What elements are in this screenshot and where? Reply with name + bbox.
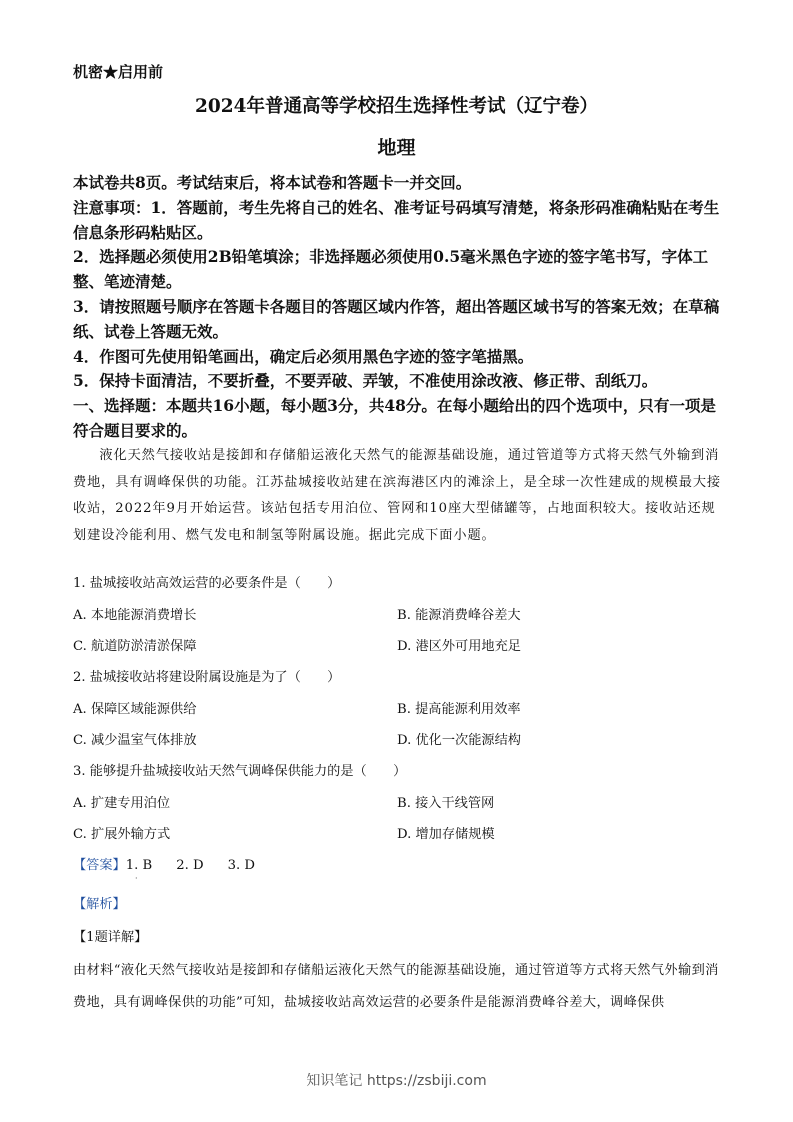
detail-label: 【1题详解】 [73, 930, 148, 945]
analysis-label: 【解析】 [73, 897, 126, 912]
question-option: C. 扩展外输方式 [73, 827, 171, 842]
notice-line: 4．作图可先使用铅笔画出，确定后必须用黑色字迹的签字笔描黑。 [73, 346, 534, 366]
notice-line: 注意事项：1．答题前，考生先将自己的姓名、准考证号码填写清楚，将条形码准确粘贴在考生信息条形码粘贴区。 [73, 197, 720, 242]
question-option: A. 扩建专用泊位 [73, 796, 171, 811]
notice-line: 本试卷共8页。考试结束后，将本试卷和答题卡一并交回。 [73, 173, 472, 192]
question-option: D. 增加存储规模 [397, 827, 495, 842]
reading-passage: 液化天然气接收站是接卸和存储船运液化天然气的能源基础设施，通过管道等方式将天然气外输到消费地，具有调峰保供的功能。江苏盐城接收站建在滨海港区内的滩涂上，是全球一次性建成的规模最大接收站，2022年9月开始运营。该站包括专用泊位、管网和10座大型储罐等，占地面积较大。接收站还规划建设冷能利用、燃气发电和制氢等附属设施。据此完成下面小题。 [73, 448, 722, 544]
question-option: B. 提高能源利用效率 [397, 702, 521, 717]
exam-notice [73, 171, 723, 444]
subject-title: 地理 [377, 137, 416, 159]
analysis-text: 由材料“液化天然气接收站是接卸和存储船运液化天然气的能源基础设施，通过管道等方式将天然气外输到消费地，具有调峰保供的功能”可知，盐城接收站高效运营的必要条件是能源消费峰谷差大，调峰保供 [73, 963, 719, 1010]
answer-label: 【答案】 [73, 858, 126, 873]
notice-line: 3．请按照题号顺序在答题卡各题目的答题区域内作答，超出答题区域书写的答案无效；在草稿纸、试卷上答题无效。 [73, 296, 720, 341]
question-stem: 3. 能够提升盐城接收站天然气调峰保供能力的是（ ） [73, 764, 407, 779]
footer-watermark: 知识笔记 https://zsbiji.com [306, 1073, 487, 1089]
question-stem: 2. 盐城接收站将建设附属设施是为了（ ） [73, 670, 341, 685]
notice-line: 5．保持卡面清洁，不要折叠，不要弄破、弄皱，不准使用涂改液、修正带、刮纸刀。 [73, 371, 658, 391]
section-heading: 一、选择题：本题共16小题，每小题3分，共48分。在每小题给出的四个选项中，只有一项是符合题目要求的。 [73, 396, 716, 440]
question-option: C. 航道防淤清淤保障 [73, 639, 197, 654]
answer-value: 1. B [125, 858, 153, 873]
question-option: A. 本地能源消费增长 [73, 608, 197, 623]
answer-line [73, 854, 279, 873]
exam-title: 2024年普通高等学校招生选择性考试（辽宁卷） [195, 96, 598, 117]
question-option: C. 减少温室气体排放 [73, 733, 197, 748]
notice-line: 2．选择题必须使用2B铅笔填涂；非选择题必须使用0.5毫米黑色字迹的签字笔书写，字体工整、笔迹清楚。 [73, 247, 709, 292]
answer-value: 3. D [227, 858, 255, 873]
question-option: B. 接入干线管网 [397, 796, 495, 811]
stray-dot: · [135, 874, 138, 883]
question-option: D. 港区外可用地充足 [397, 639, 521, 654]
question-stem: 1. 盐城接收站高效运营的必要条件是（ ） [73, 576, 341, 591]
answer-value: 2. D [176, 858, 204, 873]
question-option: B. 能源消费峰谷差大 [397, 608, 521, 623]
question-option: D. 优化一次能源结构 [397, 733, 521, 748]
question-option: A. 保障区域能源供给 [73, 702, 197, 717]
secret-label: 机密★启用前 [73, 63, 164, 81]
